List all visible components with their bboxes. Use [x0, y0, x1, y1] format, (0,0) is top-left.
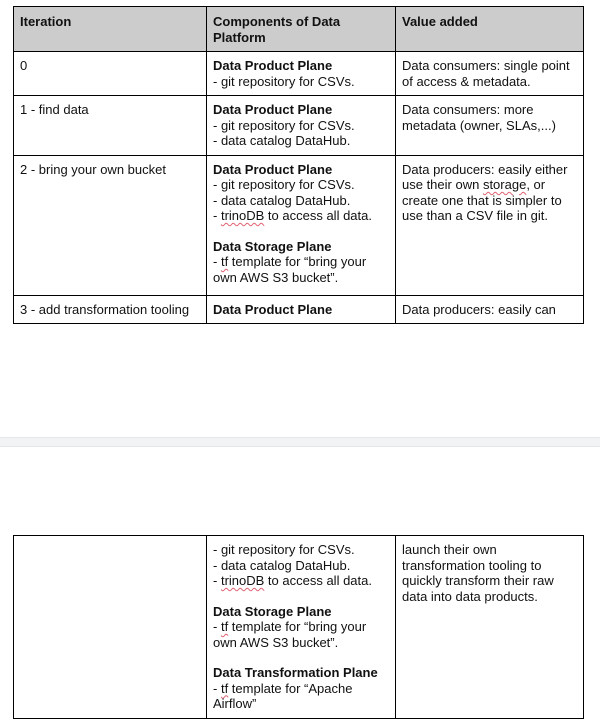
value-cell: Data consumers: single point of access & metadata. — [396, 52, 584, 96]
value-cell: Data producers: easily either use their own storage, or create one that is simpler to use than a CSV file in git. — [396, 155, 584, 295]
component-item: - data catalog DataHub. — [213, 557, 351, 573]
component-item: - tf template for “bring your own AWS S3 bucket”. — [213, 619, 367, 650]
header-components: Components of Data Platform — [207, 7, 396, 52]
plane-name: Data Storage Plane — [213, 603, 332, 619]
component-item: - git repository for CSVs. — [213, 117, 355, 133]
iteration-cell — [14, 536, 207, 719]
plane-name: Data Product Plane — [213, 102, 333, 117]
plane-name: Data Storage Plane — [213, 238, 332, 254]
iteration-cell: 2 - bring your own bucket — [14, 155, 207, 295]
iteration-cell: 3 - add transformation tooling — [14, 295, 207, 324]
components-cell — [207, 52, 396, 96]
table-row — [14, 52, 584, 96]
header-iteration: Iteration — [14, 7, 207, 52]
iterations-table-continued — [13, 535, 584, 719]
component-item: - tf template for “Apache Airflow” — [213, 680, 353, 711]
components-cell — [207, 96, 396, 156]
plane-name: Data Product Plane — [213, 58, 333, 73]
document-page-2 — [0, 447, 600, 723]
component-item: - data catalog DataHub. — [213, 192, 351, 208]
table-row — [14, 295, 584, 324]
value-cell: Data consumers: more metadata (owner, SLAs,...) — [396, 96, 584, 156]
plane-name: Data Product Plane — [213, 161, 333, 177]
table-header-row — [14, 7, 584, 52]
table-row — [14, 536, 584, 719]
value-cell: Data producers: easily can — [396, 295, 584, 324]
plane-name: Data Product Plane — [213, 301, 333, 317]
components-cell — [207, 536, 396, 719]
table-row — [14, 96, 584, 156]
component-item: - trinoDB to access all data. — [213, 208, 372, 223]
iterations-table — [13, 6, 584, 324]
plane-name: Data Transformation Plane — [213, 665, 378, 680]
header-value-added: Value added — [396, 7, 584, 52]
table-row — [14, 155, 584, 295]
page-break — [0, 437, 600, 447]
component-item: - git repository for CSVs. — [213, 73, 355, 89]
iteration-cell: 1 - find data — [14, 96, 207, 156]
components-cell — [207, 155, 396, 295]
value-cell: launch their own transformation tooling to quickly transform their raw data into data products. — [396, 536, 584, 719]
iteration-cell: 0 — [14, 52, 207, 96]
component-item: - tf template for “bring your own AWS S3 bucket”. — [213, 254, 367, 285]
component-item: - trinoDB to access all data. — [213, 573, 372, 588]
component-item: - git repository for CSVs. — [213, 542, 355, 557]
components-cell — [207, 295, 396, 324]
component-item: - git repository for CSVs. — [213, 177, 355, 192]
component-item: - data catalog DataHub. — [213, 133, 351, 148]
